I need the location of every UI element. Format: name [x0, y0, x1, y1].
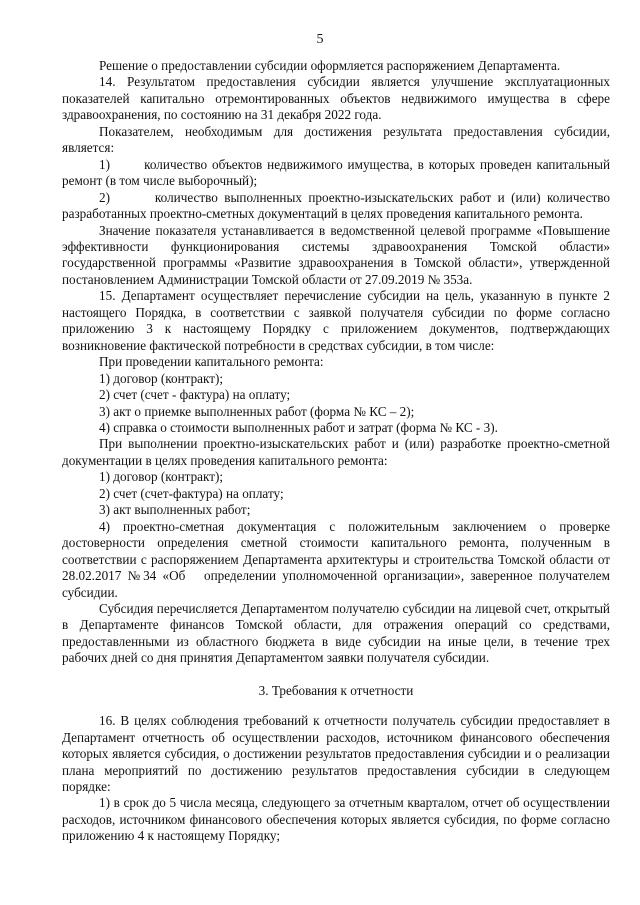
list-item-contract: 1) договор (контракт); [99, 370, 224, 386]
list-item-design-invoice: 2) счет (счет-фактура) на оплату; [99, 485, 284, 501]
list-item-design-documentation: 4) проектно-сметная документация с положительным заключением о проверке достоверности определения сметной стоимости капитального ремонта, полученным в соответствии с распоряжением Департамента архитектуры и строительства Томской области от 28.02.2017 №34 «Об определении уполномоченной организации», заверенное получателем субсидии. [62, 518, 610, 600]
paragraph-subsidy-transfer: Субсидия перечисляется Департаментом получателю субсидии на лицевой счет, открытый в Департаменте финансов Томской области, для отражения операций со средствами, предоставленными из областного бюджета в виде субсидии на иные цели, в течение трех рабочих дней со дня принятия Департаментом заявки получателя субсидии. [62, 600, 610, 666]
paragraph-capital-repair-intro: При проведении капитального ремонта: [99, 354, 324, 370]
page-number: 5 [316, 32, 324, 47]
paragraph-15-transfer: 15. Департамент осуществляет перечисление субсидии на цель, указанную в пункте 2 настоящего Порядка, в соответствии с заявкой получателя субсидии по форме согласно приложению 3 к настоящему Порядку с приложением документов, подтверждающих возникновение фактической потребности в средствах субсидии, в том числе: [62, 288, 610, 353]
list-item-cost-statement: 4) справка о стоимости выполненных работ и затрат (форма № КС - 3). [99, 419, 498, 435]
list-item-design-act: 3) акт выполненных работ; [99, 502, 251, 518]
paragraph-16-reporting: 16. В целях соблюдения требований к отчетности получатель субсидии предоставляет в Департамент отчетность об осуществлении расходов, источником финансового обеспечения которых является субсидия, о достижении результатов предоставления субсидии и о реализации плана мероприятий по достижению результатов предоставления субсидии в следующем порядке: [62, 713, 610, 795]
section-heading: 3. Требования к отчетности [258, 682, 414, 698]
paragraph-14-result: 14. Результатом предоставления субсидии является улучшение эксплуатационных показателей капитально отремонтированных объектов недвижимого имущества в сфере здравоохранения, по состоянию на 31 декабря 2022 года. [62, 74, 610, 123]
list-item-indicator-1: 1) количество объектов недвижимого имущества, в которых проведен капитальный ремонт (в том числе выборочный); [62, 156, 610, 189]
paragraph-design-works-intro: При выполнении проектно-изыскательских работ и (или) разработке проектно-сметной документации в целях проведения капитального ремонта: [62, 436, 610, 468]
list-item-acceptance-act: 3) акт о приемке выполненных работ (форма № КС – 2); [99, 403, 415, 419]
document-body [62, 58, 610, 845]
list-item-invoice: 2) счет (счет - фактура) на оплату; [99, 387, 291, 403]
list-item-indicator-2: 2) количество выполненных проектно-изыскательских работ и (или) количество разработанных проектно-сметных документаций в целях проведения капитального ремонта. [62, 189, 610, 222]
paragraph-indicator-value: Значение показателя устанавливается в ведомственной целевой программе «Повышение эффективности функционирования системы здравоохранения Томской области» государственной программы «Развитие здравоохранения в Томской области», утвержденной постановлением Администрации Томской области от 27.09.2019 № 353а. [62, 222, 610, 287]
paragraph-indicator-intro: Показателем, необходимым для достижения результата предоставления субсидии, является: [62, 123, 610, 156]
list-item-design-contract: 1) договор (контракт); [99, 469, 224, 485]
list-item-report-1: 1) в срок до 5 числа месяца, следующего за отчетным кварталом, отчет об осуществлении расходов, источником финансового обеспечения которых является субсидия, по форме согласно приложению 4 к настоящему Порядку; [62, 795, 610, 844]
paragraph-decision: Решение о предоставлении субсидии оформляется распоряжением Департамента. [99, 58, 561, 73]
